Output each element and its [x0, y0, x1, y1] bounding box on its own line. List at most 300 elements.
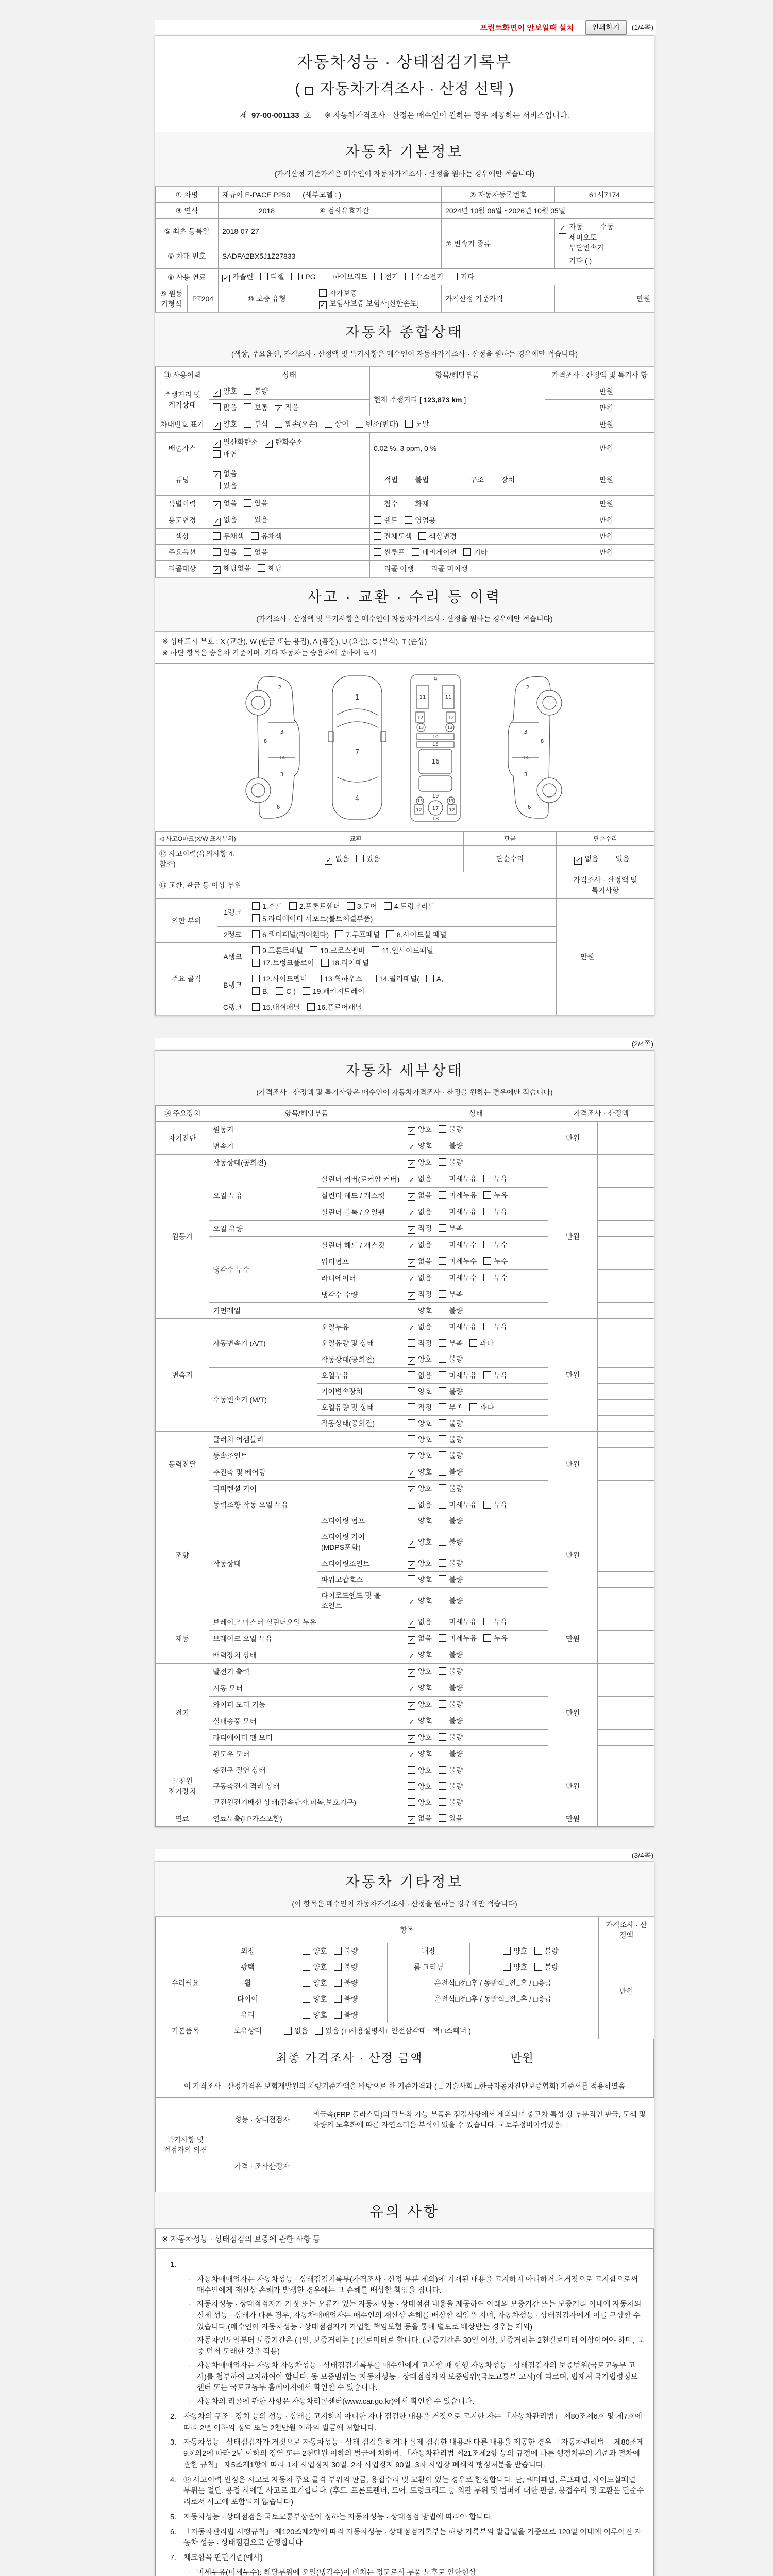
option-label: 12.사이드멤버: [262, 975, 308, 984]
checkbox-option: [303, 2010, 327, 2020]
rank2-label: 2랭크: [217, 927, 248, 943]
checkbox-option: [439, 1574, 463, 1585]
col-price: 가격조사 · 산정액 및 특기사 항: [545, 367, 654, 383]
part-state-options: [404, 1513, 548, 1529]
checkbox-checked-icon: ✓: [408, 1160, 415, 1168]
checkbox-icon: [439, 1717, 446, 1724]
detail-extra-cell: [598, 1122, 654, 1138]
print-button[interactable]: 인쇄하기: [585, 20, 627, 35]
part-state-options: [404, 1481, 548, 1497]
remarks-label: 특기사항 및 점검자의 의견: [156, 2098, 215, 2192]
checkbox-icon: [439, 1387, 446, 1395]
detail-row: [156, 1497, 654, 1513]
svg-text:12: 12: [416, 715, 424, 721]
checkbox-option: [213, 547, 237, 557]
checkbox-option: [315, 2026, 471, 2036]
option-label: 누유: [494, 1208, 508, 1216]
svg-text:7: 7: [355, 749, 360, 757]
checkbox-option: [483, 1500, 508, 1510]
part-state-options: [404, 1319, 548, 1335]
option-label: 불량: [544, 1963, 559, 1972]
mileage-state-1: [209, 383, 370, 400]
checkbox-icon: [408, 1766, 415, 1774]
svg-text:13: 13: [448, 799, 454, 804]
checkbox-icon: [412, 548, 419, 556]
detail-extra-cell: [598, 1171, 654, 1188]
option-label: 누유: [494, 1501, 508, 1510]
detail-row: [156, 1319, 654, 1335]
option-label: 양호: [418, 1451, 432, 1460]
checkbox-icon: [276, 987, 283, 995]
svg-text:2: 2: [278, 684, 282, 691]
option-label: 불량: [449, 1517, 463, 1526]
checkbox-option: [275, 419, 317, 429]
exchange-label: ⑬ 교환, 판금 등 이상 부위: [156, 872, 557, 899]
checkbox-option: [408, 1174, 432, 1184]
checkbox-option: [534, 1962, 559, 1972]
option-label: 양호: [418, 1684, 432, 1692]
checkbox-icon: [325, 420, 332, 428]
checkbox-icon: [213, 532, 221, 540]
part-state-options: [404, 1631, 548, 1647]
checkbox-icon: [291, 273, 299, 280]
option-label: 있음: [366, 854, 380, 863]
notice-item: 7. 체크항목 판단기준(예시): [170, 2554, 263, 2563]
checkbox-option: [374, 531, 412, 541]
part-state-options: [404, 1188, 548, 1204]
option-label: 해당: [268, 564, 282, 572]
checkbox-option: [386, 929, 447, 940]
remarks-grid: [155, 2098, 654, 2192]
notice-bullets: · 미세누유(미세누수): 해당부위에 오일(냉각수)이 비치는 정도로서 부품 노후로 인한현상: [189, 2568, 476, 2576]
rankC-label: C랭크: [217, 999, 248, 1015]
checkbox-option: [213, 402, 237, 413]
col-device: ⑭ 주요장치: [156, 1106, 209, 1122]
part-state-options: [404, 1368, 548, 1384]
checkbox-icon: [491, 476, 498, 483]
checkbox-option: [323, 272, 368, 282]
checkbox-option: [483, 1207, 508, 1217]
checkbox-option: [483, 1370, 508, 1381]
part-state-options: [404, 1253, 548, 1270]
checkbox-option: [334, 2010, 358, 2020]
section-detail-title: 자동차 세부상태: [345, 1062, 464, 1079]
appraiser-opinion-label: 가격 · 조사산정자: [215, 2141, 309, 2192]
checkbox-option: [374, 272, 398, 282]
option-label: 수소전기: [415, 273, 444, 281]
option-label: 없음: [335, 854, 349, 863]
part-state-options: [404, 1746, 548, 1762]
checkbox-icon: [314, 975, 322, 982]
option-label: 렌트: [384, 516, 398, 524]
checkbox-option: [408, 1516, 432, 1526]
checkbox-option: [439, 1500, 477, 1510]
option-label: 구조: [470, 476, 484, 484]
checkbox-option: [439, 1338, 463, 1348]
checkbox-option: [244, 402, 268, 413]
option-label: 보통: [254, 403, 268, 412]
checkbox-checked-icon: ✓: [213, 422, 221, 430]
checkbox-icon: [439, 1634, 446, 1642]
option-label: 누유: [494, 1323, 508, 1331]
checkbox-icon: [469, 1403, 477, 1411]
checkbox-icon: [439, 1158, 446, 1166]
option-label: 없음: [418, 1257, 432, 1266]
checkbox-option: [356, 854, 380, 864]
checkbox-option: [439, 1402, 463, 1413]
col-use-history: ⑪ 사용이력: [156, 367, 209, 383]
tuning-label: 튜닝: [156, 464, 209, 496]
basic-info-table: [155, 187, 654, 312]
checkbox-checked-icon: ✓: [408, 1210, 415, 1217]
checkbox-option: [503, 1962, 527, 1972]
car-damage-diagram: [155, 664, 654, 831]
option-label: 리콜 이행: [384, 564, 414, 573]
main-option-parts: [370, 545, 545, 561]
detail-extra-cell: [598, 1697, 654, 1713]
checkbox-option: [439, 1749, 463, 1759]
emission-options: [209, 433, 370, 464]
rank-extra: [618, 899, 654, 1015]
checkbox-option: [213, 419, 237, 430]
option-label: 5.라디에이터 서포트(볼트체결부품): [262, 914, 373, 923]
option-label: 불량: [449, 1451, 463, 1460]
repair-item-name: 광택: [215, 1959, 280, 1975]
part-state-options: [404, 1529, 548, 1555]
device-price: 만원: [548, 1155, 598, 1319]
checkbox-option: [222, 272, 254, 282]
detail-extra-cell: [598, 1730, 654, 1746]
checkbox-icon: [213, 450, 221, 458]
checkbox-option: [439, 1732, 463, 1742]
checkbox-icon: [289, 902, 297, 910]
checkbox-checked-icon: ✓: [408, 1193, 415, 1201]
option-label: 15.대쉬패널: [262, 1003, 300, 1012]
option-label: 양호: [418, 1651, 432, 1659]
checkbox-option: [412, 547, 457, 557]
repair-price: 만원: [599, 1943, 654, 2039]
option-label: 양호: [418, 1782, 432, 1791]
checkbox-icon: [439, 1307, 446, 1314]
option-label: 적정: [418, 1290, 432, 1299]
device-price: 만원: [548, 1432, 598, 1497]
checkbox-option: [213, 515, 237, 526]
option-label: 불량: [449, 1667, 463, 1676]
part-item-label: 오일유량 및 상태: [317, 1335, 404, 1351]
svg-text:11: 11: [445, 694, 452, 701]
option-label: 미세누유: [449, 1175, 477, 1183]
device-label: 전기: [156, 1664, 209, 1762]
part-item-label: 스티어링조인트: [317, 1555, 404, 1572]
option-label: 있음: [254, 516, 268, 524]
option-label: 양호: [418, 1575, 432, 1584]
service-note: ※ 자동차가격조사 · 산정은 매수인이 원하는 경우 제공하는 서비스입니다.: [324, 111, 569, 120]
option-label: 없음: [584, 854, 599, 863]
checkbox-option: [408, 1141, 432, 1151]
section-overall: [155, 312, 654, 367]
option-label: 미세누수: [449, 1241, 477, 1249]
svg-text:14: 14: [278, 755, 285, 761]
checkbox-option: [483, 1190, 508, 1200]
part-state-options: [404, 1647, 548, 1664]
checkbox-icon: [252, 987, 260, 995]
checkbox-option: [439, 1666, 463, 1676]
checkbox-icon: [483, 1618, 491, 1625]
checkbox-option: [374, 515, 398, 526]
device-label: 동력전달: [156, 1432, 209, 1497]
checkbox-option: [303, 1962, 327, 1972]
part-state-options: [404, 1400, 548, 1416]
checkbox-checked-icon: ✓: [213, 501, 221, 509]
checkbox-option: [439, 1306, 463, 1316]
section-basic-subtitle: (가격산정 기준가격은 매수인이 자동차가격조사 · 산정을 원하는 경우에만 적습니다): [274, 170, 535, 178]
option-label: 누유: [494, 1618, 508, 1626]
option-label: 없음: [254, 548, 268, 556]
option-label: 불량: [449, 1782, 463, 1791]
checkbox-option: [408, 1306, 432, 1316]
checkbox-option: [251, 531, 282, 541]
checkbox-icon: [483, 1323, 491, 1330]
main-option-options: [209, 545, 370, 561]
price-basis-text: 이 가격조사 · 산정가격은 보험개발원의 차량기준가액을 바탕으로 한 기준가격과 ( □ 기술사회,□한국자동차진단보증협회) 기준서를 적용하였음: [155, 2075, 654, 2097]
svg-text:18: 18: [432, 816, 439, 822]
checkbox-option: [319, 298, 419, 309]
checkbox-icon: [356, 420, 363, 428]
checkbox-option: [244, 547, 268, 557]
part-item-label: 배력장치 상태: [209, 1647, 404, 1664]
checkbox-option: [418, 531, 457, 541]
part-state-options: [404, 1464, 548, 1481]
checkbox-option: [408, 1223, 432, 1234]
option-label: 불량: [449, 1733, 463, 1742]
part-item-label: 충전구 절연 상태: [209, 1762, 404, 1778]
overall-state-table: [155, 367, 654, 577]
part-item-label: 등속조인트: [209, 1448, 404, 1464]
pagemark-strip-3: [155, 1849, 653, 1861]
option-label: 해당없음: [223, 564, 251, 572]
checkbox-icon: [374, 476, 381, 483]
checkbox-option: [213, 468, 237, 479]
checkbox-option: [252, 913, 373, 924]
part-item-label: 타이로드엔드 및 볼 조인트: [317, 1588, 404, 1614]
checkbox-option: [252, 929, 329, 940]
emission-label: 배출가스: [156, 433, 209, 464]
option-label: 있음: [223, 482, 238, 490]
part-item-label: 오일누유: [317, 1319, 404, 1335]
checkbox-option: [439, 1558, 463, 1568]
checkbox-icon: [439, 1733, 446, 1741]
checkbox-icon: [439, 1224, 446, 1232]
option-label: 적정: [418, 1403, 432, 1412]
checkbox-icon: [386, 930, 394, 938]
repair-item-options: [280, 1943, 388, 1959]
detail-row: [156, 1664, 654, 1680]
part-item-label: 디퍼렌셜 기어: [209, 1481, 404, 1497]
device-label: 변속기: [156, 1319, 209, 1432]
first-reg-value: 2018-07-27: [219, 219, 442, 244]
checkbox-option: [408, 1483, 432, 1494]
repair-item-name: 타이어: [215, 1991, 280, 2007]
part-item-label: 실린더 헤드 / 개스킷: [317, 1237, 404, 1253]
device-label: 원동기: [156, 1155, 209, 1319]
option-label: 19.패키지트레이: [312, 987, 365, 996]
page-3: [155, 1861, 654, 2576]
option-label: 양호: [418, 1125, 432, 1134]
checkbox-option: [408, 1732, 432, 1743]
rank1-label: 1랭크: [217, 899, 248, 927]
option-label: 미세누유: [449, 1191, 477, 1200]
option-label: 양호: [418, 1158, 432, 1167]
option-label: 양호: [223, 387, 238, 395]
overall-grid: ⑪ 사용이력 상태 항목/해당부품 가격조사 · 산정액 및 특기사 항 주행거리 및 계기상태 ✓ 양호 불량 현재 주행거리 [ 123,873 km ] 만원 많음 보통 ✓ 적음 만원 차대번호 표기 ✓ 양호 부식 훼손(오손) 상이 변조(변타) 도말 만원 배출가스 ✓ 일산화탄소 ✓ 탄화수소 매연 0.02 %, 3 ppm, 0 % 만원 튜닝 ✓ 없음 있음 적법 불법 구조 장치 만원 특별이력 ✓ 없음 있음 침수 화재 만원 용도변경 ✓ 없음 있음 렌트 영업용 만원 색상 무채색 유채색 전체도색 색상변경 만원 주요옵션 있음 없음 썬루프 네비게이션 기타 만원 리콜대상 ✓ 해당없음 해당 리콜 이행 리콜 미이행: [155, 367, 654, 577]
notice-item: 1.: [170, 2260, 177, 2269]
detail-extra-cell: [598, 1481, 654, 1497]
checkbox-option: [439, 1434, 463, 1445]
checkbox-checked-icon: ✓: [275, 405, 282, 413]
checkbox-option: [469, 1402, 494, 1413]
option-label: 불량: [449, 1717, 463, 1725]
option-label: 불량: [449, 1142, 463, 1150]
checkbox-checked-icon: ✓: [408, 1669, 415, 1677]
option-label: 있음 ( □사용설명서 □안전삼각대 □잭 □스패너 ): [325, 2027, 471, 2036]
checkbox-option: [408, 1240, 432, 1250]
option-label: 양호: [418, 1559, 432, 1568]
warranty-options: [315, 285, 442, 312]
valid-value: 2024년 10월 06일 ~2026년 10월 05일: [442, 203, 654, 219]
checkbox-icon: [439, 1290, 446, 1298]
checkbox-option: [439, 1813, 463, 1823]
vin-mark-options: [209, 416, 545, 433]
section-etc-title: 자동차 기타정보: [345, 1874, 464, 1890]
col-detail-parts: 항목/해당부품: [209, 1106, 404, 1122]
option-label: 양호: [418, 1798, 432, 1807]
checkbox-option: [439, 1240, 477, 1250]
checkbox-icon: [244, 403, 251, 411]
checkbox-option: [439, 1289, 463, 1299]
checkbox-checked-icon: ✓: [408, 1702, 415, 1710]
checkbox-option: [408, 1650, 432, 1660]
checkbox-option: [356, 419, 398, 429]
repair-row: [156, 1975, 654, 1991]
checkbox-option: [252, 901, 282, 911]
part-state-options: [404, 1138, 548, 1155]
option-label: 유채색: [261, 532, 282, 540]
checkbox-icon: [374, 532, 381, 540]
cautions-body: [155, 2229, 654, 2576]
part-item-label: 동력조향 작동 오일 누유: [209, 1497, 404, 1513]
checkbox-option: [439, 1765, 463, 1775]
part-state-options: [404, 1416, 548, 1432]
part-state-options: [404, 1588, 548, 1614]
detail-extra-cell: [598, 1513, 654, 1529]
checkbox-option: [334, 1994, 358, 2004]
option-label: 부식: [254, 420, 268, 428]
device-label: 고전원 전기장치: [156, 1762, 209, 1810]
checkbox-icon: [213, 403, 221, 411]
checkbox-option: [244, 515, 268, 525]
part-state-options: [404, 1351, 548, 1368]
rankB-items: [248, 971, 557, 999]
option-label: 양호: [418, 1667, 432, 1676]
checkbox-option: [439, 1716, 463, 1726]
checkbox-icon: [258, 564, 265, 572]
option-label: 불량: [344, 1963, 358, 1972]
option-label: 1.후드: [262, 902, 282, 911]
main-option-label: 주요옵션: [156, 545, 209, 561]
part-state-options: [404, 1697, 548, 1713]
svg-text:13: 13: [447, 725, 453, 731]
rankC-items: [248, 999, 557, 1015]
option-label: 부족: [449, 1403, 463, 1412]
detail-extra-cell: [598, 1303, 654, 1319]
checkbox-icon: [384, 902, 392, 910]
checkbox-option: [439, 1617, 477, 1627]
checkbox-option: [606, 854, 630, 864]
checkbox-option: [408, 1716, 432, 1726]
part-item-label: 발전기 출력: [209, 1664, 404, 1680]
special-history-label: 특별이력: [156, 496, 209, 512]
checkbox-icon: [439, 1501, 446, 1509]
checkbox-icon: [439, 1435, 446, 1443]
checkbox-option: [408, 1370, 432, 1381]
svg-text:6: 6: [527, 804, 531, 811]
checkbox-icon: [408, 1307, 415, 1314]
checkbox-icon: [374, 516, 381, 524]
checkbox-checked-icon: ✓: [408, 1226, 415, 1234]
repair-item-wide: 운전석□전□후 / 동반석□전□후 / □응급: [388, 1975, 599, 1991]
notice-bullets: · 자동차매매업자는 자동차성능 · 상태점검기록부(가격조사 · 산정 부분 제외)에 기재된 내용을 고지하지 아니하거나 거짓으로 고지함으로써 매수인에게 재산상 손해가 발생한 경우에는 그 손해를 배상할 책임을 집니다. · 자동차성능 · 상태점검자가 거짓 또는 오류가 있는 자동차성능 · 상태점검 내용을 제공하여 아래의 보증기간 또는 보증거리 이내에 자동차의 실제 성능 · 상태가 다른 경우, 자동차매매업자는 매수인의 재산상 손해를 배상할 책임을 지며, 자동차성능 · 상태점검자에게 이를 구상할 수 있습니다.(매수인이 자동차성능 · 상태점검자가 가입한 책임보험 등을 통해 별도로 배상받는 경우는 제외) · 자동차인도일부터 보증기간은 ( )일, 보증거리는 ( )킬로미터로 합니다. (보증기간은 30일 이상, 보증거리는 2천킬로미터 이상이어야 하며, 그 중 먼저 도래한 것을 적용) · 자동차매매업자는 자동차 자동차성능 · 상태점검기록부를 매수인에게 고지할 때 현행 자동차성능 · 상태점검자의 보증범위(국토교통부 고시)를 첨부하여 고지하여야 합니다. 동 보증범위는 '자동차성능 · 상태점검자의 보증범위'(국토교통부 고시)에 따르며, 법제처 국가법령정보센터 또는 국토교통부 홈페이지에서 확인할 수 있습니다. · 자동차의 리콜에 관한 사항은 자동차리콜센터(www.car.go.kr)에서 확인할 수 있습니다.: [189, 2275, 644, 2406]
option-label: 누수: [494, 1241, 508, 1249]
checkbox-option: [408, 1402, 432, 1413]
checkbox-checked-icon: ✓: [213, 518, 221, 526]
special-history-options: [209, 496, 370, 512]
option-label: 양호: [313, 1947, 327, 1956]
part-item-label: 변속기: [209, 1138, 404, 1155]
page-mark-2: (2/4쪽): [631, 1040, 653, 1048]
option-label: 양호: [418, 1435, 432, 1444]
repair-item-name: 휠: [215, 1975, 280, 1991]
checkbox-icon: [252, 1003, 260, 1011]
checkbox-icon: [483, 1257, 491, 1265]
checkbox-icon: [439, 1208, 446, 1215]
col-state: 상태: [209, 367, 370, 383]
svg-text:8: 8: [263, 739, 267, 745]
checkbox-option: [384, 901, 435, 911]
part-state-options: [404, 1778, 548, 1794]
option-label: 불량: [344, 1979, 358, 1988]
detail-row: [156, 1614, 654, 1631]
base-price-unit: 만원: [555, 285, 654, 312]
detail-extra-cell: [598, 1713, 654, 1730]
part-group-label: 자동변속기 (A/T): [209, 1319, 317, 1368]
option-label: 불량: [449, 1750, 463, 1758]
repair-item-name: 유리: [215, 2007, 280, 2023]
option-label: 미세누유: [449, 1618, 477, 1626]
checkbox-option: [213, 498, 237, 509]
page-mark-1: (1/4쪽): [631, 23, 653, 31]
legend-item-3: 단순수리: [557, 832, 654, 846]
option-label: 훼손(오손): [285, 420, 318, 428]
checkbox-option: [408, 1190, 432, 1201]
checkbox-option: [408, 1558, 432, 1569]
part-state-options: [404, 1497, 548, 1513]
doc-number-line: 제 97-00-001133 호 ※ 자동차가격조사 · 산정은 매수인이 원하는 경우 제공하는 서비스입니다.: [155, 103, 654, 132]
doc-title-line1: 자동차성능 · 상태점검기록부: [297, 53, 512, 71]
part-item-label: 연료누출(LP가스포함): [209, 1810, 404, 1827]
checkbox-option: [559, 222, 583, 232]
checkbox-option: [408, 1467, 432, 1478]
part-item-label: 실린더 커버(로커암 커버): [317, 1171, 404, 1188]
